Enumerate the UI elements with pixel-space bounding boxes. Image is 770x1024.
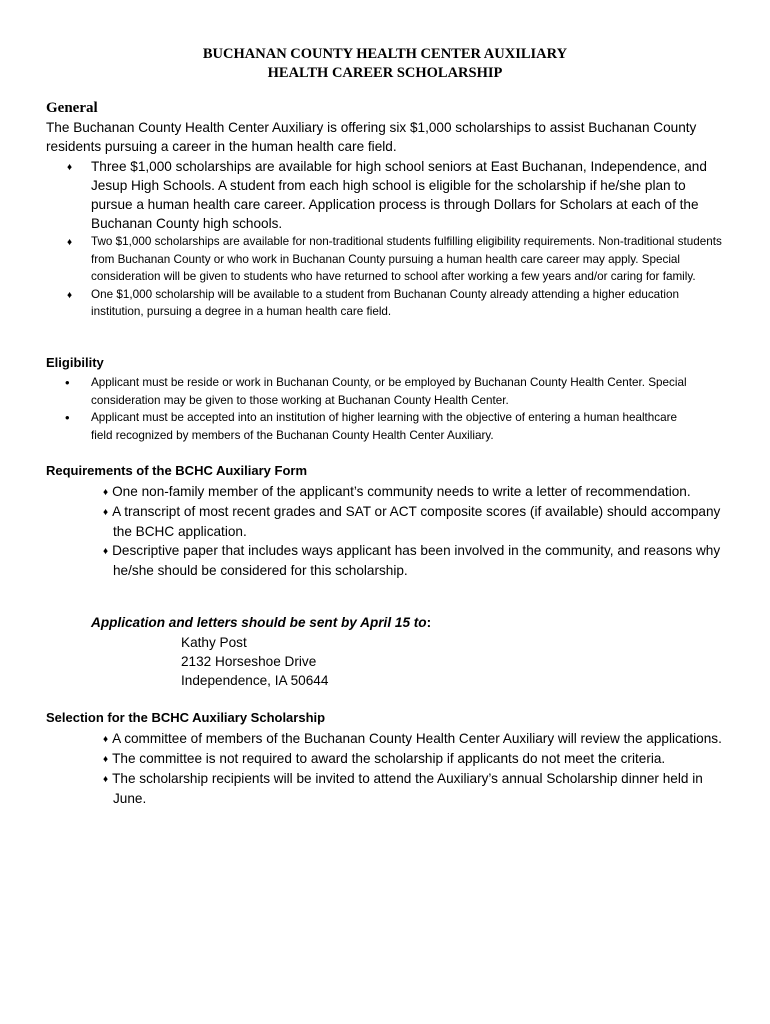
list-item <box>67 157 723 233</box>
general-list <box>67 157 723 321</box>
document-title-line1: BUCHANAN COUNTY HEALTH CENTER AUXILIARY <box>202 46 568 62</box>
diamond-bullet-icon: ♦ <box>67 289 73 301</box>
diamond-bullet-icon: ♦ <box>103 487 109 498</box>
list-item-text: Descriptive paper that includes ways applicant has been involved in the community, and reasons why he/she should be considered for this scholarship. <box>112 543 721 578</box>
list-item <box>67 286 723 321</box>
eligibility-heading: Eligibility <box>46 355 104 370</box>
list-item <box>89 769 729 808</box>
application-deadline-colon: : <box>426 615 432 630</box>
diamond-bullet-icon: ♦ <box>103 734 109 745</box>
selection-list <box>89 729 729 808</box>
list-item-text: Applicant must be accepted into an institution of higher learning with the objective of entering a human healthcare field recognized by members of the Buchanan County Health Center Auxiliary. <box>91 411 678 442</box>
list-item-text: Two $1,000 scholarships are available for non-traditional students fulfilling eligibility requirements. Non-traditional students from Buchanan County or who work in Buchanan County pursuing a human health care career may apply. Special consideration will be given to students who have returned to school after working a few years and/or caring for family. <box>91 235 722 283</box>
mailing-address <box>181 633 328 690</box>
list-item-text: A transcript of most recent grades and SAT or ACT composite scores (if available) should accompany the BCHC application. <box>112 504 721 539</box>
application-deadline <box>91 615 431 630</box>
list-item-text: Three $1,000 scholarships are available for high school seniors at East Buchanan, Independence, and Jesup High Schools. A student from each high school is eligible for the scholarship if he/she plan to pursue a human health care career. Application process is through Dollars for Scholars at each of the Buchanan County high schools. <box>91 159 707 231</box>
diamond-bullet-icon: ♦ <box>103 754 109 765</box>
general-intro: The Buchanan County Health Center Auxiliary is offering six $1,000 scholarships to assist Buchanan County residents pursuing a career in the human health care field. <box>46 120 697 154</box>
requirements-list <box>89 482 729 580</box>
list-item <box>65 409 691 444</box>
general-heading: General <box>46 100 98 116</box>
list-item-text: One $1,000 scholarship will be available to a student from Buchanan County already attending a higher education institution, pursuing a degree in a human health care field. <box>91 287 680 318</box>
diamond-bullet-icon: ♦ <box>67 162 73 173</box>
address-city: Independence, IA 50644 <box>181 673 329 688</box>
address-street: 2132 Horseshoe Drive <box>181 654 317 669</box>
list-item <box>89 541 729 580</box>
list-item-text: The committee is not required to award the scholarship if applicants do not meet the criteria. <box>112 751 666 766</box>
diamond-bullet-icon: ♦ <box>103 546 109 557</box>
application-deadline-text: Application and letters should be sent by April 15 to <box>91 615 427 630</box>
eligibility-list <box>65 374 691 444</box>
diamond-bullet-icon: ♦ <box>103 774 109 785</box>
list-item <box>67 233 723 286</box>
diamond-bullet-icon: ♦ <box>103 507 109 518</box>
list-item-text: Applicant must be reside or work in Buchanan County, or be employed by Buchanan County Health Center. Special consideration may be given to those working at Buchanan County Health Center. <box>91 376 687 407</box>
address-name: Kathy Post <box>181 635 247 650</box>
list-item <box>89 729 729 749</box>
document-title-line2: HEALTH CAREER SCHOLARSHIP <box>267 65 503 81</box>
list-item-text: A committee of members of the Buchanan County Health Center Auxiliary will review the applications. <box>112 731 722 746</box>
round-bullet-icon: • <box>65 410 70 425</box>
selection-heading: Selection for the BCHC Auxiliary Scholarship <box>46 710 326 725</box>
requirements-heading: Requirements of the BCHC Auxiliary Form <box>46 463 308 478</box>
list-item <box>65 374 691 409</box>
list-item-text: One non-family member of the applicant’s community needs to write a letter of recommendation. <box>112 484 691 499</box>
diamond-bullet-icon: ♦ <box>67 237 73 248</box>
list-item <box>89 482 729 502</box>
list-item <box>89 502 729 541</box>
list-item-text: The scholarship recipients will be invited to attend the Auxiliary’s annual Scholarship dinner held in June. <box>112 771 703 806</box>
list-item <box>89 749 729 769</box>
round-bullet-icon: • <box>65 375 70 390</box>
